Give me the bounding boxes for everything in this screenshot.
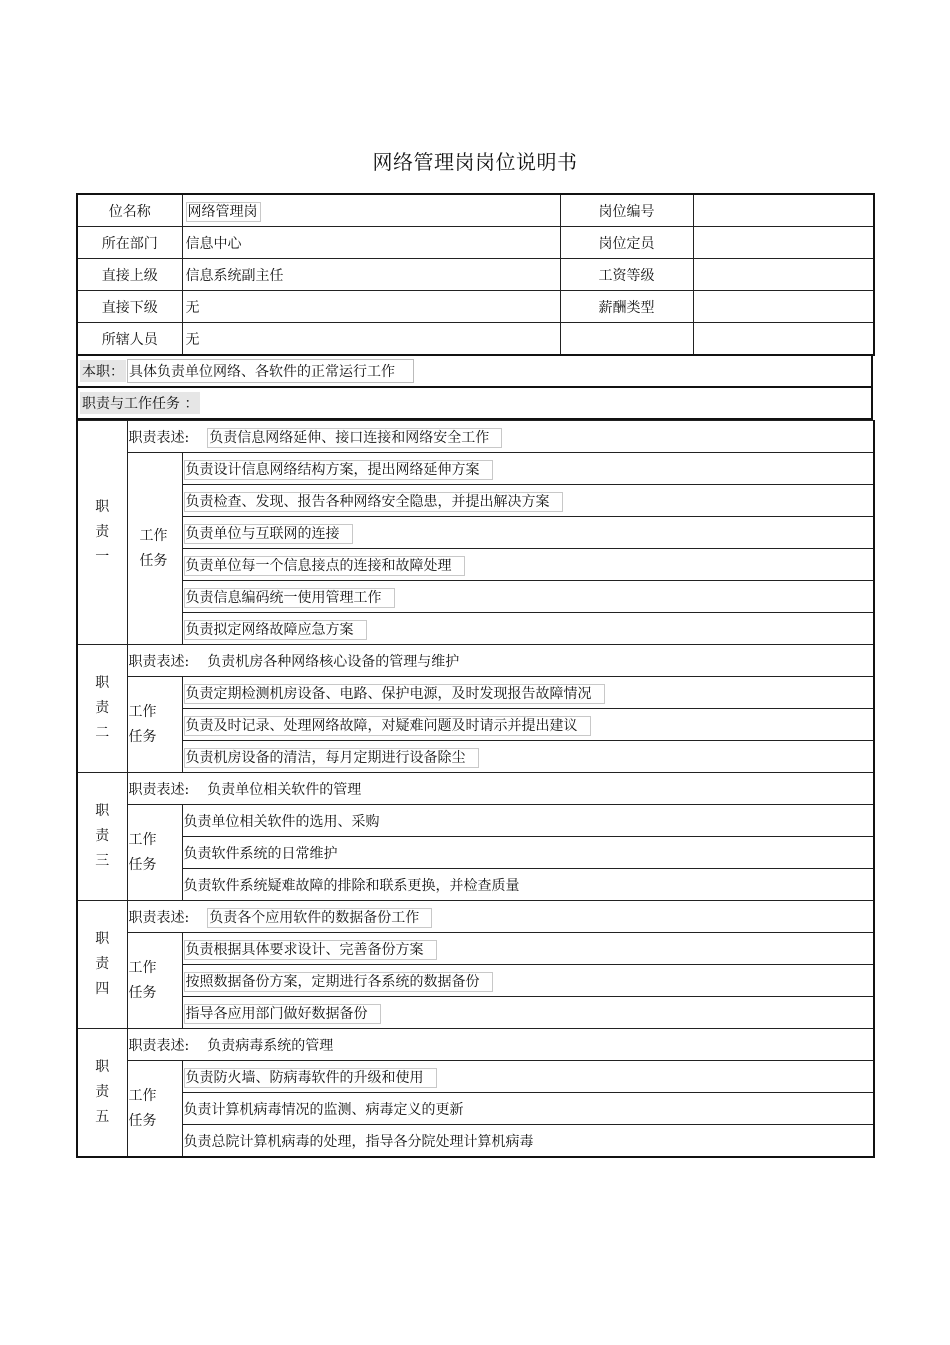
task-text: 负责信息编码统一使用管理工作	[184, 588, 395, 608]
work-task-label-text: 工作	[128, 959, 157, 976]
duty-name-char: 职	[95, 803, 110, 819]
main-duty-row	[76, 356, 873, 388]
duties-heading: 职责与工作任务 ：	[80, 392, 200, 414]
field-label: 所辖人员	[77, 323, 182, 356]
field-label: 工资等级	[560, 259, 693, 291]
field-value-text: 无	[185, 331, 200, 348]
main-duty-text: 具体负责单位网络、各软件的正常运行工作	[127, 359, 414, 383]
duty-desc-row	[77, 1029, 874, 1061]
duty-desc-label: 职责表述:	[128, 429, 190, 446]
duty-name-char: 五	[95, 1109, 110, 1125]
task-item	[182, 709, 874, 741]
task-text: 指导各应用部门做好数据备份	[184, 1004, 381, 1024]
duty-name-char: 职	[95, 931, 110, 947]
duty-name-char: 职	[95, 499, 110, 515]
work-task-label-text: 任务	[128, 1112, 157, 1129]
task-item	[182, 613, 874, 645]
task-item	[182, 517, 874, 549]
field-label: 直接上级	[77, 259, 182, 291]
duty-name-char: 二	[95, 725, 110, 741]
task-text: 负责定期检测机房设备、电路、保护电源，及时发现报告故障情况	[184, 684, 605, 704]
task-row	[77, 965, 874, 997]
task-row	[77, 997, 874, 1029]
duty-name-char: 四	[95, 981, 110, 997]
field-label: 直接下级	[77, 291, 182, 323]
task-row	[77, 613, 874, 645]
main-duty-label: 本职：	[80, 360, 126, 382]
task-row	[77, 805, 874, 837]
basic-info-table	[76, 193, 875, 356]
duty-desc-text: 负责信息网络延伸、接口连接和网络安全工作	[207, 428, 502, 448]
duty-name-char: 责	[95, 700, 110, 716]
info-row	[77, 291, 874, 323]
task-row	[77, 741, 874, 773]
task-text: 负责防火墙、防病毒软件的升级和使用	[184, 1068, 437, 1088]
duty-desc-label: 职责表述:	[128, 1037, 190, 1054]
task-item	[182, 997, 874, 1029]
task-item	[182, 869, 874, 901]
duty-desc-label: 职责表述:	[128, 781, 190, 798]
work-task-label	[127, 933, 182, 1029]
duty-name-char: 三	[95, 853, 110, 869]
field-value	[693, 227, 874, 259]
task-item	[182, 933, 874, 965]
info-row	[77, 194, 874, 227]
task-text: 负责拟定网络故障应急方案	[184, 620, 367, 640]
field-value	[693, 259, 874, 291]
task-row	[77, 1093, 874, 1125]
task-row	[77, 581, 874, 613]
field-value	[182, 323, 560, 356]
field-label: 所在部门	[77, 227, 182, 259]
field-value	[182, 227, 560, 259]
duty-name-char: 一	[95, 549, 110, 565]
task-text: 负责设计信息网络结构方案，提出网络延伸方案	[184, 460, 493, 480]
document-title: 网络管理岗岗位说明书	[372, 150, 578, 174]
field-value	[182, 194, 560, 227]
task-item	[182, 581, 874, 613]
task-item	[182, 965, 874, 997]
duty-desc-label: 职责表述:	[128, 909, 190, 926]
job-description-sheet	[76, 193, 873, 1158]
work-task-label-text: 任务	[128, 856, 157, 873]
field-label: 岗位定员	[560, 227, 693, 259]
task-row	[77, 837, 874, 869]
duty-desc-row	[77, 421, 874, 453]
duty-name	[77, 1029, 127, 1158]
duty-desc-text: 负责单位相关软件的管理	[207, 781, 362, 798]
task-text: 负责计算机病毒情况的监测、病毒定义的更新	[183, 1101, 464, 1118]
field-value	[693, 323, 874, 356]
work-task-label	[127, 1061, 182, 1158]
work-task-label	[127, 453, 182, 645]
task-text: 负责根据具体要求设计、完善备份方案	[184, 940, 437, 960]
task-row	[77, 869, 874, 901]
field-value	[182, 291, 560, 323]
field-value	[693, 194, 874, 227]
duty-name	[77, 901, 127, 1029]
duties-table	[76, 420, 875, 1158]
field-value-text: 无	[185, 299, 200, 316]
field-label	[560, 323, 693, 356]
task-item	[182, 837, 874, 869]
work-task-label-text: 任务	[128, 728, 157, 745]
task-item	[182, 1061, 874, 1093]
task-text: 负责软件系统疑难故障的排除和联系更换，并检查质量	[183, 877, 520, 894]
duty-desc	[127, 901, 874, 933]
field-value-text: 网络管理岗	[186, 202, 261, 222]
duty-name-char: 责	[95, 828, 110, 844]
task-row	[77, 933, 874, 965]
duty-desc-row	[77, 645, 874, 677]
duty-name	[77, 421, 127, 645]
task-item	[182, 1093, 874, 1125]
duty-name-char: 职	[95, 675, 110, 691]
task-row	[77, 677, 874, 709]
duty-desc-row	[77, 773, 874, 805]
task-text: 负责机房设备的清洁，每月定期进行设备除尘	[184, 748, 479, 768]
task-text: 负责总院计算机病毒的处理，指导各分院处理计算机病毒	[183, 1133, 534, 1150]
task-text: 负责单位相关软件的选用、采购	[183, 813, 380, 830]
task-item	[182, 453, 874, 485]
duty-desc-label: 职责表述:	[128, 653, 190, 670]
field-value	[182, 259, 560, 291]
duty-desc	[127, 421, 874, 453]
work-task-label	[127, 677, 182, 773]
field-value-text: 信息系统副主任	[185, 267, 284, 284]
duty-desc	[127, 773, 874, 805]
task-text: 按照数据备份方案，定期进行各系统的数据备份	[184, 972, 493, 992]
work-task-label-text: 任务	[139, 552, 168, 569]
work-task-label-text: 工作	[128, 703, 157, 720]
field-value	[693, 291, 874, 323]
field-value-text: 信息中心	[185, 235, 242, 252]
duty-desc-text: 负责机房各种网络核心设备的管理与维护	[207, 653, 460, 670]
task-item	[182, 677, 874, 709]
task-row	[77, 709, 874, 741]
info-row	[77, 323, 874, 356]
field-label: 岗位编号	[560, 194, 693, 227]
duty-name	[77, 645, 127, 773]
duty-name-char: 责	[95, 524, 110, 540]
duties-heading-row	[76, 388, 873, 420]
duty-desc-text: 负责各个应用软件的数据备份工作	[207, 908, 432, 928]
duty-desc	[127, 645, 874, 677]
task-row	[77, 485, 874, 517]
duty-name	[77, 773, 127, 901]
task-text: 负责软件系统的日常维护	[183, 845, 338, 862]
work-task-label-text: 工作	[128, 1087, 157, 1104]
task-row	[77, 549, 874, 581]
task-row	[77, 517, 874, 549]
field-label: 位名称	[77, 194, 182, 227]
info-row	[77, 227, 874, 259]
work-task-label-text: 任务	[128, 984, 157, 1001]
work-task-label-text: 工作	[139, 527, 168, 544]
duty-desc-row	[77, 901, 874, 933]
task-item	[182, 549, 874, 581]
work-task-label	[127, 805, 182, 901]
duty-name-char: 责	[95, 956, 110, 972]
task-item	[182, 1125, 874, 1158]
duty-desc	[127, 1029, 874, 1061]
duty-desc-text: 负责病毒系统的管理	[207, 1037, 334, 1054]
task-row	[77, 1125, 874, 1158]
task-text: 负责及时记录、处理网络故障，对疑难问题及时请示并提出建议	[184, 716, 591, 736]
info-row	[77, 259, 874, 291]
task-item	[182, 805, 874, 837]
duty-name-char: 职	[95, 1059, 110, 1075]
task-row	[77, 1061, 874, 1093]
task-text: 负责检查、发现、报告各种网络安全隐患，并提出解决方案	[184, 492, 563, 512]
task-text: 负责单位每一个信息接点的连接和故障处理	[184, 556, 465, 576]
task-row	[77, 453, 874, 485]
field-label: 薪酬类型	[560, 291, 693, 323]
duty-name-char: 责	[95, 1084, 110, 1100]
work-task-label-text: 工作	[128, 831, 157, 848]
task-item	[182, 741, 874, 773]
task-text: 负责单位与互联网的连接	[184, 524, 353, 544]
task-item	[182, 485, 874, 517]
